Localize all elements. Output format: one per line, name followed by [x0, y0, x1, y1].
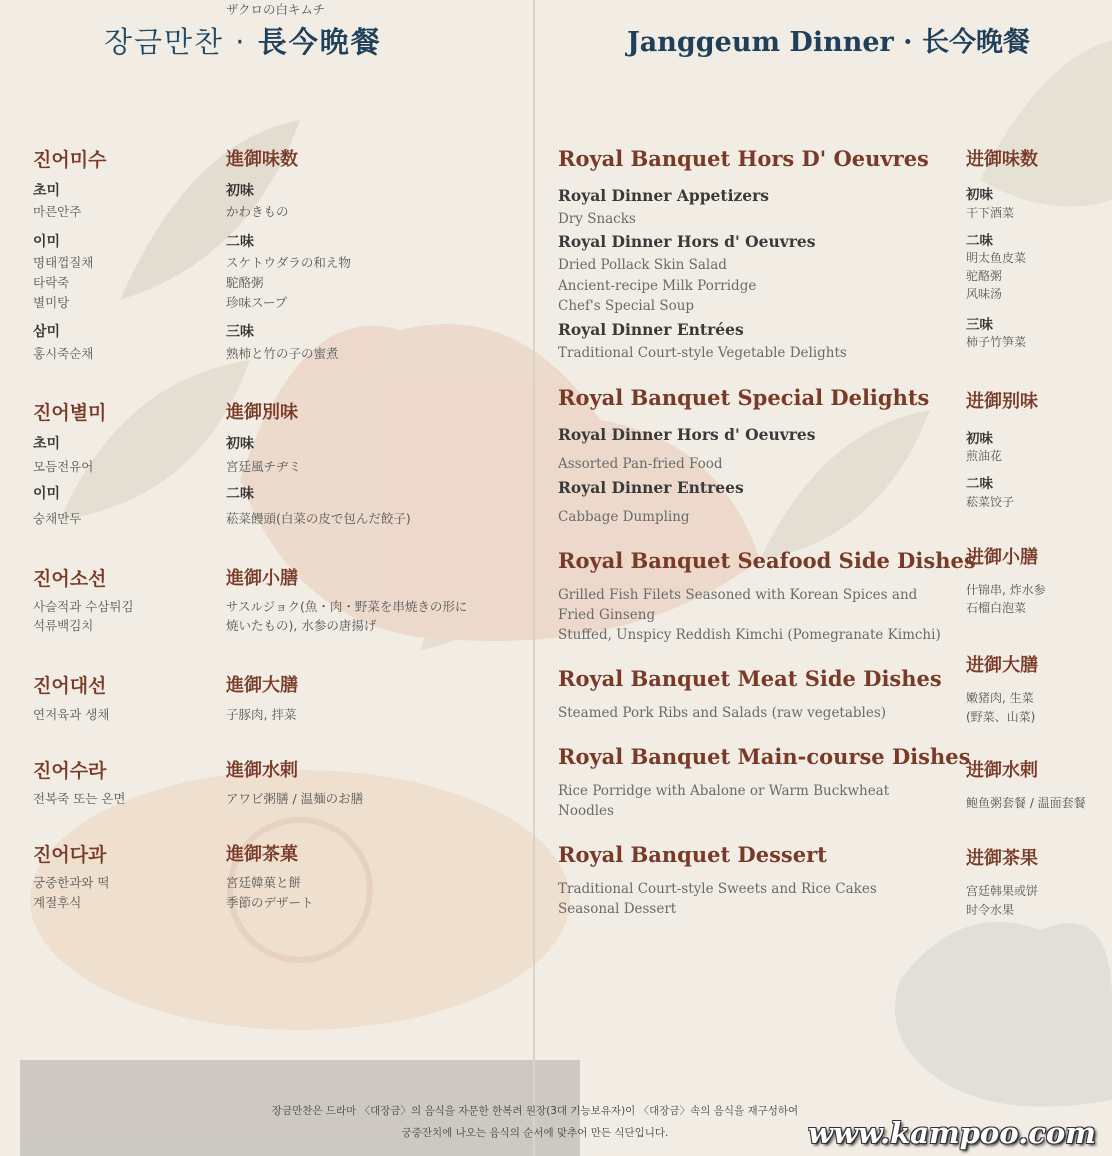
korean-menu-item: 전복죽 또는 온면 — [33, 791, 126, 806]
korean-section-heading: 진어미수 — [33, 149, 107, 171]
japanese-menu-item: スケトウダラの和え物 — [226, 255, 351, 270]
korean-course-label: 삼미 — [33, 324, 61, 340]
english-menu-item: Cabbage Dumpling — [558, 509, 690, 525]
chinese-section-heading: 进御别味 — [966, 391, 1038, 412]
chinese-course-label: 三味 — [966, 317, 993, 333]
leaf-shape — [980, 40, 1112, 207]
korean-menu-item: 석류백김치 — [33, 618, 94, 633]
watermark: www.kampoo.com — [808, 1116, 1096, 1150]
korean-section-heading: 진어대선 — [33, 675, 107, 697]
korean-section-heading: 진어다과 — [33, 844, 107, 866]
english-menu-item: Assorted Pan-fried Food — [558, 456, 723, 472]
korean-menu-item: 계절후식 — [33, 895, 82, 910]
japanese-menu-item: 焼いたもの), 水参の唐揚げ — [226, 618, 377, 633]
japanese-menu-item: かわきもの — [226, 204, 289, 219]
page-fold — [533, 0, 535, 1156]
chinese-menu-item: 煎油花 — [966, 449, 1003, 463]
english-menu-item: Noodles — [558, 803, 614, 819]
japanese-course-label: 二味 — [226, 234, 254, 250]
english-menu-item: Steamed Pork Ribs and Salads (raw vegetables) — [558, 705, 887, 721]
chinese-menu-item: 鲍鱼粥套餐 / 温面套餐 — [966, 796, 1086, 810]
japanese-section-heading: 進御水剌 — [226, 760, 298, 781]
left-title-cn: 長今晩餐 — [257, 25, 382, 59]
chinese-menu-item: 宫廷韩果或饼 — [966, 884, 1039, 898]
korean-menu-item: 별미탕 — [33, 295, 70, 310]
english-menu-item: Fried Ginseng — [558, 607, 656, 623]
chinese-menu-item: 什锦串, 炸水参 — [966, 583, 1046, 597]
english-menu-item: Dry Snacks — [558, 211, 636, 227]
japanese-section-heading: 進御味数 — [226, 149, 298, 170]
chinese-menu-item: 嫩猪肉, 生菜 — [966, 691, 1034, 705]
japanese-course-label: 初味 — [226, 183, 254, 199]
leaf-shape — [60, 360, 250, 520]
chinese-section-heading: 进御味数 — [966, 149, 1038, 170]
korean-course-label: 초미 — [33, 183, 61, 199]
english-menu-item: Chef's Special Soup — [558, 298, 695, 314]
korean-course-label: 초미 — [33, 436, 61, 452]
chinese-menu-item: (野菜、山菜) — [966, 710, 1036, 724]
chinese-course-label: 初味 — [966, 187, 993, 203]
japanese-menu-item: アワビ粥膳 / 温麺のお膳 — [226, 791, 364, 806]
chinese-menu-item: 干下酒菜 — [966, 206, 1015, 220]
left-title-ko: 장금만찬 — [104, 25, 225, 59]
english-menu-item: Seasonal Dessert — [558, 901, 677, 917]
chinese-course-label: 二味 — [966, 476, 993, 492]
japanese-menu-item: 菘菜饅頭(白菜の皮で包んだ餃子) — [226, 511, 411, 526]
korean-menu-item: 궁중한과와 떡 — [33, 875, 110, 890]
left-title — [104, 20, 382, 61]
footer-line-2: 궁중잔치에 나오는 음식의 순서에 맞추어 만든 식단입니다. — [401, 1127, 669, 1139]
korean-course-label: 이미 — [33, 234, 61, 250]
chinese-course-label: 二味 — [966, 233, 993, 249]
chinese-menu-item: 菘菜饺子 — [966, 495, 1015, 509]
english-section-heading: Royal Banquet Dessert — [558, 842, 827, 867]
chinese-menu-item: 风味汤 — [966, 287, 1003, 301]
english-menu-item: Stuffed, Unspicy Reddish Kimchi (Pomegranate Kimchi) — [558, 627, 941, 643]
chinese-menu-item: 柿子竹笋菜 — [966, 335, 1027, 349]
japanese-menu-item: 季節のデザート — [226, 895, 314, 910]
english-course-label: Royal Dinner Entrees — [558, 478, 744, 497]
english-menu-item: Ancient-recipe Milk Porridge — [558, 278, 757, 294]
english-section-heading: Royal Banquet Seafood Side Dishes — [558, 548, 976, 573]
korean-menu-item: 사슬적과 수삼튀김 — [33, 599, 134, 614]
chinese-section-heading: 进御茶果 — [966, 848, 1038, 869]
english-section-heading: Royal Banquet Meat Side Dishes — [558, 666, 942, 691]
japanese-menu-item: サスルジョク(魚・肉・野菜を串焼きの形に — [226, 599, 468, 614]
chinese-section-heading: 进御小膳 — [966, 547, 1038, 568]
korean-menu-item: 홍시죽순채 — [33, 346, 94, 361]
english-menu-item: Traditional Court-style Sweets and Rice Cakes — [558, 881, 877, 897]
korean-menu-item: 모듬전유어 — [33, 459, 94, 474]
korean-menu-item: 숭채만두 — [33, 511, 82, 526]
japanese-course-label: 三味 — [226, 324, 254, 340]
cloud-shape — [895, 922, 1112, 1107]
right-title: Janggeum Dinner · 长今晚餐 — [627, 27, 1030, 58]
korean-course-label: 이미 — [33, 486, 61, 502]
footer-line-1: 장금만찬은 드라마 〈대장금〉의 음식을 자문한 한복려 원장(3대 기능보유자)이 〈대장금〉속의 음식을 재구성하여 — [271, 1105, 799, 1117]
japanese-section-heading: 進御別味 — [226, 402, 298, 423]
chinese-section-heading: 进御大膳 — [966, 655, 1038, 676]
chinese-menu-item: 石榴白泡菜 — [966, 601, 1027, 615]
japanese-menu-item: 熟柿と竹の子の蜜煮 — [226, 346, 339, 361]
english-course-label: Royal Dinner Entrées — [558, 320, 744, 339]
japanese-section-heading: 進御小膳 — [226, 568, 298, 589]
chinese-menu-item: 时令水果 — [966, 903, 1015, 917]
korean-menu-item: 타락죽 — [33, 275, 70, 290]
japanese-course-label: 初味 — [226, 436, 254, 452]
korean-menu-item: 명태껍질채 — [33, 255, 94, 270]
english-course-label: Royal Dinner Hors d' Oeuvres — [558, 232, 816, 251]
korean-menu-item: 연저육과 생채 — [33, 707, 110, 722]
japanese-menu-item: 駝酪粥 — [226, 275, 264, 290]
english-section-heading: Royal Banquet Main-course Dishes — [558, 744, 971, 769]
left-title-sep: · — [224, 25, 258, 59]
japanese-section-heading: 進御大膳 — [226, 675, 298, 696]
english-course-label: Royal Dinner Hors d' Oeuvres — [558, 425, 816, 444]
english-course-label: Royal Dinner Appetizers — [558, 186, 770, 205]
korean-section-heading: 진어수라 — [33, 760, 107, 782]
japanese-menu-item: 宮廷韓菓と餅 — [226, 875, 302, 890]
english-menu-item: Rice Porridge with Abalone or Warm Buckwheat — [558, 783, 890, 799]
chinese-menu-item: 驼酪粥 — [966, 269, 1003, 283]
english-menu-item: Traditional Court-style Vegetable Delights — [558, 345, 847, 361]
japanese-menu-item: 珍味スープ — [226, 295, 288, 310]
japanese-menu-item: 子豚肉, 拌菜 — [226, 707, 297, 722]
japanese-course-label: 二味 — [226, 486, 254, 502]
japanese-menu-item: 宮廷風チヂミ — [226, 459, 302, 474]
korean-menu-item: 마른안주 — [33, 204, 82, 219]
english-menu-item: Grilled Fish Filets Seasoned with Korean Spices and — [558, 587, 918, 603]
japanese-menu-item: ザクロの白キムチ — [226, 2, 326, 17]
chinese-course-label: 初味 — [966, 431, 993, 447]
korean-section-heading: 진어별미 — [33, 402, 107, 424]
chinese-menu-item: 明太鱼皮菜 — [966, 251, 1027, 265]
english-section-heading: Royal Banquet Hors D' Oeuvres — [558, 146, 929, 171]
english-section-heading: Royal Banquet Special Delights — [558, 385, 930, 410]
korean-section-heading: 진어소선 — [33, 568, 107, 590]
chinese-section-heading: 进御水剌 — [966, 760, 1038, 781]
japanese-section-heading: 進御茶菓 — [226, 844, 298, 865]
english-menu-item: Dried Pollack Skin Salad — [558, 257, 727, 273]
